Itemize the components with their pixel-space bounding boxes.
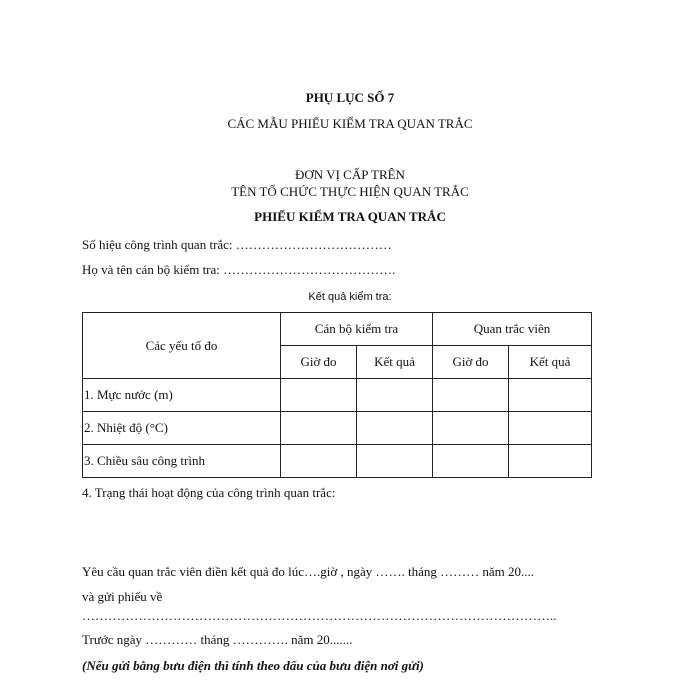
appendix-subtitle: CÁC MẪU PHIẾU KIỂM TRA QUAN TRẮC xyxy=(227,116,473,131)
header-observer-time: Giờ đo xyxy=(433,346,509,379)
header-observer-result: Kết quả xyxy=(509,346,592,379)
table-row xyxy=(83,379,592,412)
table-row xyxy=(83,412,592,445)
cell-empty xyxy=(509,445,592,478)
header-observer: Quan trắc viên xyxy=(433,313,592,346)
header-inspector-time: Giờ đo xyxy=(281,346,357,379)
row-label-temperature: 2. Nhiệt độ (°C) xyxy=(83,412,281,445)
header-measured-factors: Các yếu tố đo xyxy=(83,313,281,379)
cell-empty xyxy=(509,412,592,445)
parent-unit: ĐƠN VỊ CẤP TRÊN xyxy=(295,167,405,182)
inspector-name-field: Họ và tên cán bộ kiểm tra: …………………………………. xyxy=(82,262,396,277)
form-title: PHIẾU KIỂM TRA QUAN TRẮC xyxy=(254,209,446,224)
deadline-line: Trước ngày ………… tháng …………. năm 20....... xyxy=(82,632,353,647)
cell-empty xyxy=(433,412,509,445)
cell-empty xyxy=(281,445,357,478)
cell-empty xyxy=(281,379,357,412)
results-label: Kết quả kiểm tra: xyxy=(308,291,392,303)
cell-empty xyxy=(433,445,509,478)
header-inspector: Cán bộ kiểm tra xyxy=(281,313,433,346)
operation-status-line: 4. Trạng thái hoạt động của công trình quan trắc: xyxy=(82,485,336,500)
send-to-line: và gửi phiếu về xyxy=(82,589,163,604)
cell-empty xyxy=(357,412,433,445)
table-header-row xyxy=(83,313,592,346)
results-table xyxy=(82,312,592,478)
cell-empty xyxy=(281,412,357,445)
address-dots: ……………………………………………………………………………………………….. xyxy=(82,608,557,623)
table-row xyxy=(83,445,592,478)
cell-empty xyxy=(509,379,592,412)
cell-empty xyxy=(433,379,509,412)
organization-name: TÊN TỔ CHỨC THỰC HIỆN QUAN TRẮC xyxy=(231,184,469,199)
cell-empty xyxy=(357,379,433,412)
request-line: Yêu cầu quan trắc viên điền kết quả đo lúc….giờ , ngày ……. tháng ……… năm 20.... xyxy=(82,564,535,579)
row-label-depth: 3. Chiều sâu công trình xyxy=(83,445,281,478)
cell-empty xyxy=(357,445,433,478)
station-id-field: Số hiệu công trình quan trắc: ……………………………… xyxy=(82,237,392,252)
row-label-water-level: 1. Mực nước (m) xyxy=(83,379,281,412)
header-inspector-result: Kết quả xyxy=(357,346,433,379)
postal-note: (Nếu gửi bằng bưu điện thì tính theo dấu của bưu điện nơi gửi) xyxy=(82,658,424,673)
appendix-heading: PHỤ LỤC SỐ 7 xyxy=(305,90,395,105)
